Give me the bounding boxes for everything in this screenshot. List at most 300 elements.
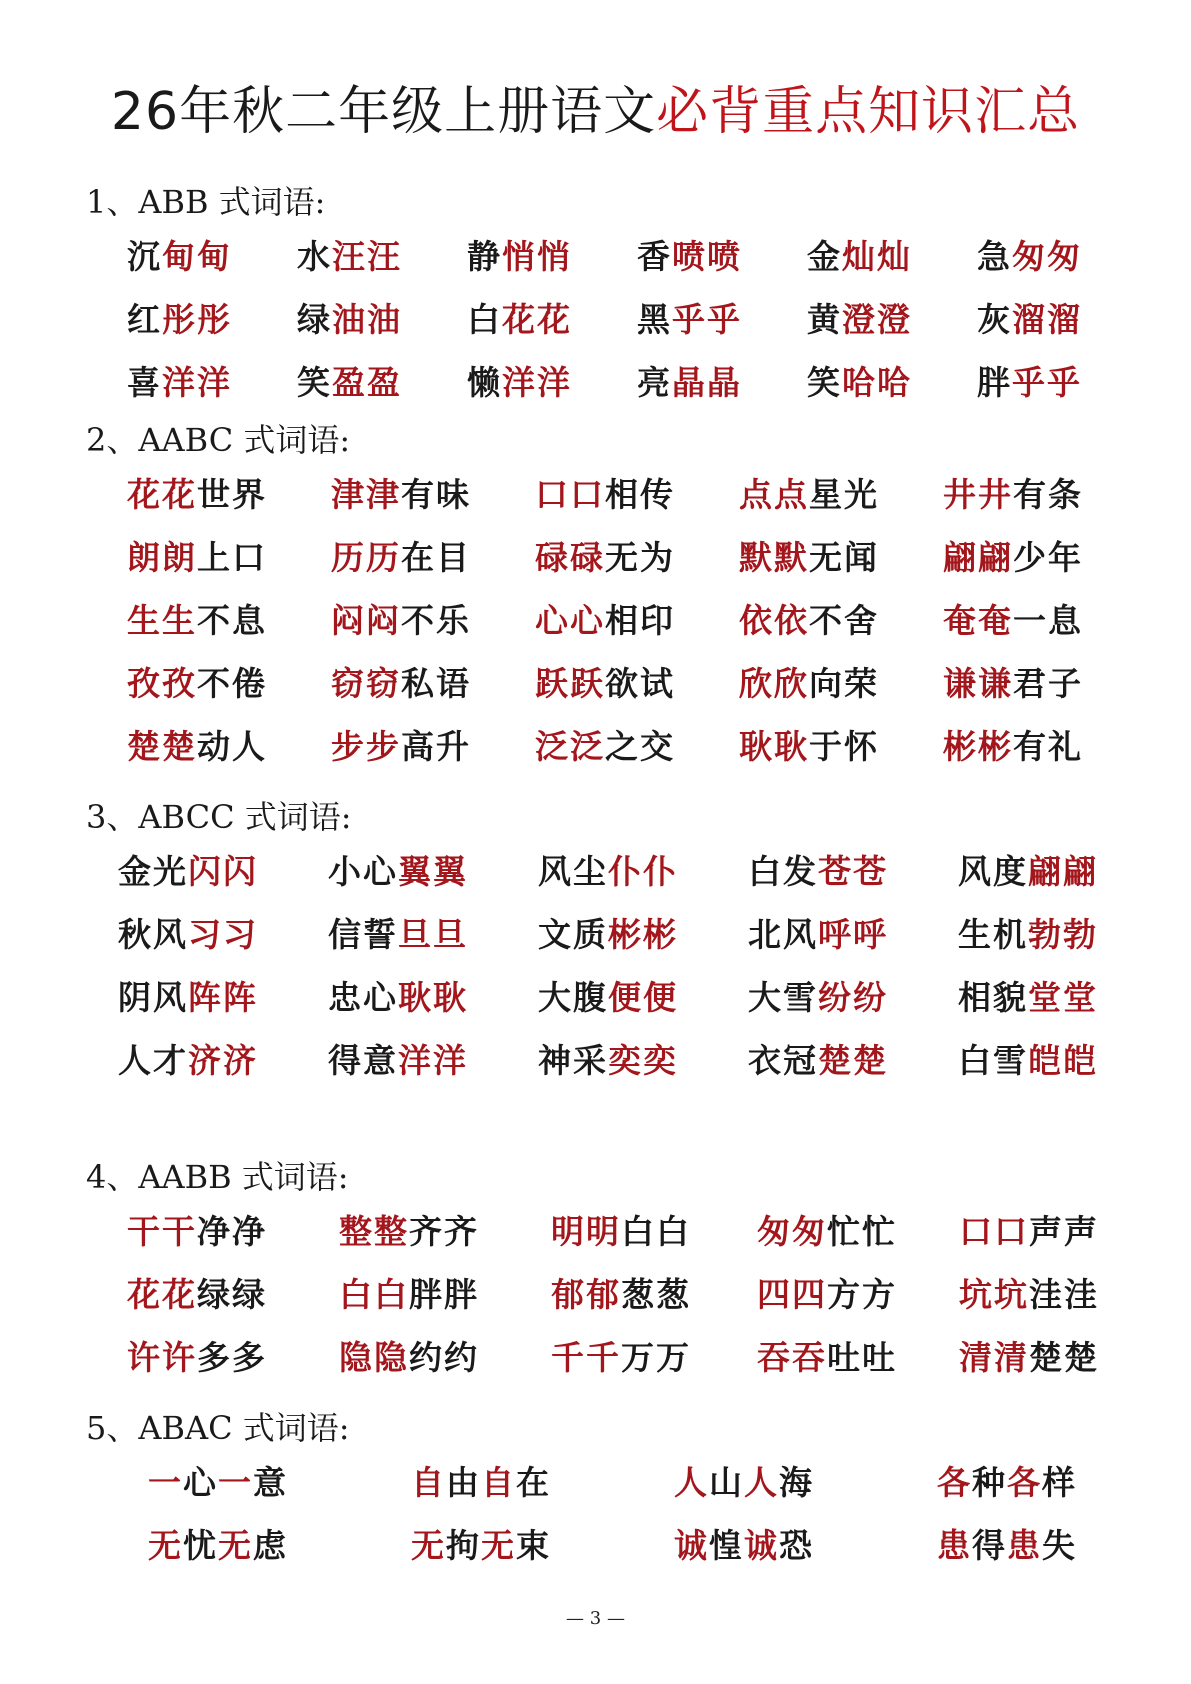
word-char: 意 (253, 1463, 288, 1502)
word-part: 水 (297, 237, 332, 276)
vocab-word (748, 973, 888, 1023)
word-part: 心心 (535, 601, 605, 640)
word-part: 忠心 (328, 978, 398, 1017)
word-part: 溜溜 (1012, 300, 1082, 339)
vocab-word (127, 358, 232, 408)
word-part: 千千 (551, 1338, 621, 1377)
word-part: 清清 (959, 1338, 1029, 1377)
vocab-word (959, 1333, 1099, 1383)
section-heading: 5、ABAC 式词语: (86, 1409, 350, 1447)
word-part: 点点 (739, 475, 809, 514)
vocab-word (331, 533, 471, 583)
word-row (0, 1270, 1191, 1320)
word-part: 大腹 (538, 978, 608, 1017)
word-part: 呼呼 (818, 915, 888, 954)
word-part: 胖 (977, 363, 1012, 402)
word-part: 文质 (538, 915, 608, 954)
word-row (0, 910, 1191, 960)
vocab-word (977, 358, 1082, 408)
word-part: 晶晶 (672, 363, 742, 402)
vocab-word (748, 1036, 888, 1086)
word-part: 彤彤 (162, 300, 232, 339)
word-part: 得意 (328, 1041, 398, 1080)
word-char: 虑 (253, 1526, 288, 1565)
word-part: 苍苍 (818, 852, 888, 891)
vocab-word (339, 1207, 479, 1257)
vocab-word (943, 533, 1083, 583)
word-char: 束 (516, 1526, 551, 1565)
word-part: 奕奕 (608, 1041, 678, 1080)
word-part: 胖胖 (409, 1275, 479, 1314)
title-black: 26年秋二年级上册语文 (110, 82, 657, 142)
word-char: 忧 (183, 1526, 218, 1565)
word-part: 花花 (127, 1275, 197, 1314)
word-char: 一 (148, 1463, 183, 1502)
vocab-word (959, 1207, 1099, 1257)
vocab-word (127, 295, 232, 345)
word-char: 山 (709, 1463, 744, 1502)
word-row (0, 973, 1191, 1023)
word-part: 不息 (197, 601, 267, 640)
word-part: 相貌 (958, 978, 1028, 1017)
word-part: 北风 (748, 915, 818, 954)
word-part: 仆仆 (608, 852, 678, 891)
vocab-word (807, 358, 912, 408)
word-part: 大雪 (748, 978, 818, 1017)
vocab-word (739, 596, 879, 646)
word-part: 耿耿 (739, 727, 809, 766)
word-part: 一息 (1013, 601, 1083, 640)
word-char: 拘 (446, 1526, 481, 1565)
vocab-word (127, 470, 267, 520)
vocab-word (127, 659, 267, 709)
word-part: 静 (467, 237, 502, 276)
page-number: — 3 — (566, 1608, 625, 1629)
vocab-word (977, 295, 1082, 345)
word-part: 动人 (197, 727, 267, 766)
word-part: 隐隐 (339, 1338, 409, 1377)
word-part: 济济 (188, 1041, 258, 1080)
word-part: 多多 (197, 1338, 267, 1377)
vocab-word (958, 910, 1098, 960)
vocab-word (328, 910, 468, 960)
word-part: 便便 (608, 978, 678, 1017)
word-part: 闷闷 (331, 601, 401, 640)
vocab-word (757, 1270, 897, 1320)
word-part: 白发 (748, 852, 818, 891)
word-part: 白白 (339, 1275, 409, 1314)
word-row (0, 1333, 1191, 1383)
word-char: 失 (1042, 1526, 1077, 1565)
vocab-word (748, 847, 888, 897)
word-row (0, 596, 1191, 646)
word-char: 样 (1042, 1463, 1077, 1502)
word-part: 朗朗 (127, 538, 197, 577)
word-part: 步步 (331, 727, 401, 766)
word-part: 匆匆 (1012, 237, 1082, 276)
word-part: 窃窃 (331, 664, 401, 703)
word-part: 绿 (297, 300, 332, 339)
word-part: 整整 (339, 1212, 409, 1251)
vocab-word (411, 1458, 551, 1508)
word-part: 沉 (127, 237, 162, 276)
vocab-word (467, 232, 572, 282)
word-part: 吐吐 (827, 1338, 897, 1377)
word-part: 谦谦 (943, 664, 1013, 703)
vocab-word (331, 659, 471, 709)
word-char: 各 (937, 1463, 972, 1502)
word-part: 君子 (1013, 664, 1083, 703)
word-part: 喜 (127, 363, 162, 402)
word-part: 花花 (127, 475, 197, 514)
word-char: 人 (674, 1463, 709, 1502)
word-part: 不舍 (809, 601, 879, 640)
word-char: 自 (411, 1463, 446, 1502)
vocab-word (551, 1207, 691, 1257)
word-row (0, 722, 1191, 772)
word-part: 笑 (297, 363, 332, 402)
word-part: 有条 (1013, 475, 1083, 514)
vocab-word (739, 659, 879, 709)
word-char: 得 (972, 1526, 1007, 1565)
word-part: 灿灿 (842, 237, 912, 276)
word-part: 楚楚 (127, 727, 197, 766)
vocab-word (551, 1333, 691, 1383)
vocab-word (297, 358, 402, 408)
vocab-word (118, 1036, 258, 1086)
vocab-word (637, 295, 742, 345)
vocab-word (127, 1333, 267, 1383)
word-part: 方方 (827, 1275, 897, 1314)
vocab-word (118, 973, 258, 1023)
word-part: 急 (977, 237, 1012, 276)
vocab-word (551, 1270, 691, 1320)
word-char: 在 (516, 1463, 551, 1502)
word-part: 匆匆 (757, 1212, 827, 1251)
word-part: 风尘 (538, 852, 608, 891)
word-part: 不倦 (197, 664, 267, 703)
word-part: 笑 (807, 363, 842, 402)
word-char: 各 (1007, 1463, 1042, 1502)
word-part: 灰 (977, 300, 1012, 339)
vocab-word (297, 295, 402, 345)
word-part: 闪闪 (188, 852, 258, 891)
vocab-word (958, 1036, 1098, 1086)
word-char: 无 (148, 1526, 183, 1565)
vocab-word (959, 1270, 1099, 1320)
word-row (0, 470, 1191, 520)
word-part: 翼翼 (398, 852, 468, 891)
word-char: 恐 (779, 1526, 814, 1565)
word-part: 洼洼 (1029, 1275, 1099, 1314)
word-part: 白 (467, 300, 502, 339)
title-red: 必背重点知识汇总 (656, 82, 1081, 142)
vocab-word (748, 910, 888, 960)
word-part: 懒 (467, 363, 502, 402)
word-part: 相传 (605, 475, 675, 514)
word-part: 默默 (739, 538, 809, 577)
word-part: 坑坑 (959, 1275, 1029, 1314)
word-part: 香 (637, 237, 672, 276)
vocab-word (637, 232, 742, 282)
vocab-word (127, 1207, 267, 1257)
word-part: 乎乎 (672, 300, 742, 339)
vocab-word (148, 1458, 288, 1508)
word-part: 上口 (197, 538, 267, 577)
vocab-word (538, 973, 678, 1023)
word-part: 口口 (959, 1212, 1029, 1251)
word-part: 彬彬 (608, 915, 678, 954)
word-part: 翩翩 (943, 538, 1013, 577)
vocab-word (739, 722, 879, 772)
word-part: 白雪 (958, 1041, 1028, 1080)
word-part: 乎乎 (1012, 363, 1082, 402)
word-row (0, 1207, 1191, 1257)
vocab-word (937, 1521, 1077, 1571)
word-char: 心 (183, 1463, 218, 1502)
vocab-word (538, 847, 678, 897)
vocab-word (411, 1521, 551, 1571)
vocab-word (339, 1270, 479, 1320)
word-part: 悄悄 (502, 237, 572, 276)
word-part: 之交 (605, 727, 675, 766)
word-part: 星光 (809, 475, 879, 514)
vocab-word (535, 596, 675, 646)
word-part: 相印 (605, 601, 675, 640)
vocab-word (958, 973, 1098, 1023)
vocab-word (535, 659, 675, 709)
vocab-word (977, 232, 1082, 282)
vocab-word (535, 722, 675, 772)
word-part: 洋洋 (502, 363, 572, 402)
vocab-word (757, 1333, 897, 1383)
vocab-word (331, 596, 471, 646)
word-part: 旦旦 (398, 915, 468, 954)
word-part: 生生 (127, 601, 197, 640)
word-part: 净净 (197, 1212, 267, 1251)
vocab-word (328, 847, 468, 897)
vocab-word (958, 847, 1098, 897)
vocab-word (937, 1458, 1077, 1508)
word-row (0, 232, 1191, 282)
word-part: 习习 (188, 915, 258, 954)
word-part: 声声 (1029, 1212, 1099, 1251)
word-part: 彬彬 (943, 727, 1013, 766)
word-part: 齐齐 (409, 1212, 479, 1251)
word-part: 油油 (332, 300, 402, 339)
word-part: 黄 (807, 300, 842, 339)
word-part: 金 (807, 237, 842, 276)
word-part: 洋洋 (398, 1041, 468, 1080)
word-char: 自 (481, 1463, 516, 1502)
word-char: 由 (446, 1463, 481, 1502)
vocab-word (674, 1521, 814, 1571)
vocab-word (127, 533, 267, 583)
vocab-word (127, 1270, 267, 1320)
word-part: 耿耿 (398, 978, 468, 1017)
word-part: 明明 (551, 1212, 621, 1251)
vocab-word (118, 910, 258, 960)
vocab-word (739, 533, 879, 583)
vocab-word (943, 470, 1083, 520)
vocab-word (467, 358, 572, 408)
word-part: 勃勃 (1028, 915, 1098, 954)
vocab-word (148, 1521, 288, 1571)
vocab-word (739, 470, 879, 520)
word-part: 人才 (118, 1041, 188, 1080)
vocab-word (339, 1333, 479, 1383)
word-part: 许许 (127, 1338, 197, 1377)
word-part: 孜孜 (127, 664, 197, 703)
word-part: 葱葱 (621, 1275, 691, 1314)
word-part: 楚楚 (818, 1041, 888, 1080)
word-part: 不乐 (401, 601, 471, 640)
page-title (0, 72, 1191, 152)
word-part: 白白 (621, 1212, 691, 1251)
word-part: 黑 (637, 300, 672, 339)
word-part: 皑皑 (1028, 1041, 1098, 1080)
word-part: 金光 (118, 852, 188, 891)
section-heading: 1、ABB 式词语: (86, 183, 326, 221)
word-part: 绿绿 (197, 1275, 267, 1314)
word-part: 堂堂 (1028, 978, 1098, 1017)
word-part: 津津 (331, 475, 401, 514)
word-row (0, 295, 1191, 345)
vocab-word (538, 910, 678, 960)
word-part: 有味 (401, 475, 471, 514)
word-part: 信誓 (328, 915, 398, 954)
word-part: 历历 (331, 538, 401, 577)
word-part: 高升 (401, 727, 471, 766)
word-char: 一 (218, 1463, 253, 1502)
word-part: 郁郁 (551, 1275, 621, 1314)
vocab-word (943, 596, 1083, 646)
word-part: 哈哈 (842, 363, 912, 402)
word-row (0, 358, 1191, 408)
word-part: 洋洋 (162, 363, 232, 402)
word-char: 无 (218, 1526, 253, 1565)
vocab-word (943, 659, 1083, 709)
word-part: 无为 (605, 538, 675, 577)
word-char: 患 (1007, 1526, 1042, 1565)
word-row (0, 1521, 1191, 1571)
word-part: 盈盈 (332, 363, 402, 402)
word-part: 无闻 (809, 538, 879, 577)
word-part: 欲试 (605, 664, 675, 703)
word-part: 忙忙 (827, 1212, 897, 1251)
section-heading: 3、ABCC 式词语: (86, 798, 352, 836)
word-part: 生机 (958, 915, 1028, 954)
word-part: 秋风 (118, 915, 188, 954)
vocab-word (331, 470, 471, 520)
vocab-word (637, 358, 742, 408)
word-part: 风度 (958, 852, 1028, 891)
word-char: 诚 (674, 1526, 709, 1565)
word-part: 楚楚 (1029, 1338, 1099, 1377)
word-part: 亮 (637, 363, 672, 402)
word-part: 口口 (535, 475, 605, 514)
vocab-word (538, 1036, 678, 1086)
word-part: 吞吞 (757, 1338, 827, 1377)
vocab-word (127, 722, 267, 772)
vocab-word (127, 232, 232, 282)
word-char: 患 (937, 1526, 972, 1565)
word-part: 依依 (739, 601, 809, 640)
word-part: 跃跃 (535, 664, 605, 703)
word-part: 万万 (621, 1338, 691, 1377)
word-part: 小心 (328, 852, 398, 891)
section-heading: 4、AABB 式词语: (86, 1158, 349, 1196)
word-row (0, 847, 1191, 897)
vocab-word (331, 722, 471, 772)
word-part: 欣欣 (739, 664, 809, 703)
word-char: 无 (411, 1526, 446, 1565)
vocab-word (535, 470, 675, 520)
word-part: 碌碌 (535, 538, 605, 577)
vocab-word (535, 533, 675, 583)
word-part: 奄奄 (943, 601, 1013, 640)
word-char: 无 (481, 1526, 516, 1565)
word-part: 衣冠 (748, 1041, 818, 1080)
vocab-word (328, 973, 468, 1023)
word-part: 纷纷 (818, 978, 888, 1017)
word-row (0, 659, 1191, 709)
word-part: 甸甸 (162, 237, 232, 276)
word-part: 翩翩 (1028, 852, 1098, 891)
word-part: 井井 (943, 475, 1013, 514)
word-part: 汪汪 (332, 237, 402, 276)
section-heading: 2、AABC 式词语: (86, 421, 351, 459)
word-part: 于怀 (809, 727, 879, 766)
vocab-word (118, 847, 258, 897)
vocab-word (943, 722, 1083, 772)
vocab-word (297, 232, 402, 282)
word-part: 神采 (538, 1041, 608, 1080)
word-part: 在目 (401, 538, 471, 577)
word-part: 红 (127, 300, 162, 339)
word-row (0, 533, 1191, 583)
word-char: 惶 (709, 1526, 744, 1565)
word-part: 花花 (502, 300, 572, 339)
word-char: 诚 (744, 1526, 779, 1565)
word-part: 世界 (197, 475, 267, 514)
word-part: 阵阵 (188, 978, 258, 1017)
word-char: 种 (972, 1463, 1007, 1502)
word-part: 泛泛 (535, 727, 605, 766)
word-char: 海 (779, 1463, 814, 1502)
vocab-word (757, 1207, 897, 1257)
word-part: 干干 (127, 1212, 197, 1251)
word-part: 约约 (409, 1338, 479, 1377)
word-part: 澄澄 (842, 300, 912, 339)
word-part: 向荣 (809, 664, 879, 703)
word-row (0, 1458, 1191, 1508)
vocab-word (328, 1036, 468, 1086)
vocab-word (674, 1458, 814, 1508)
word-part: 喷喷 (672, 237, 742, 276)
vocab-word (807, 295, 912, 345)
word-part: 私语 (401, 664, 471, 703)
word-row (0, 1036, 1191, 1086)
word-char: 人 (744, 1463, 779, 1502)
vocab-word (467, 295, 572, 345)
word-part: 四四 (757, 1275, 827, 1314)
vocab-word (807, 232, 912, 282)
word-part: 有礼 (1013, 727, 1083, 766)
word-part: 少年 (1013, 538, 1083, 577)
vocab-word (127, 596, 267, 646)
word-part: 阴风 (118, 978, 188, 1017)
